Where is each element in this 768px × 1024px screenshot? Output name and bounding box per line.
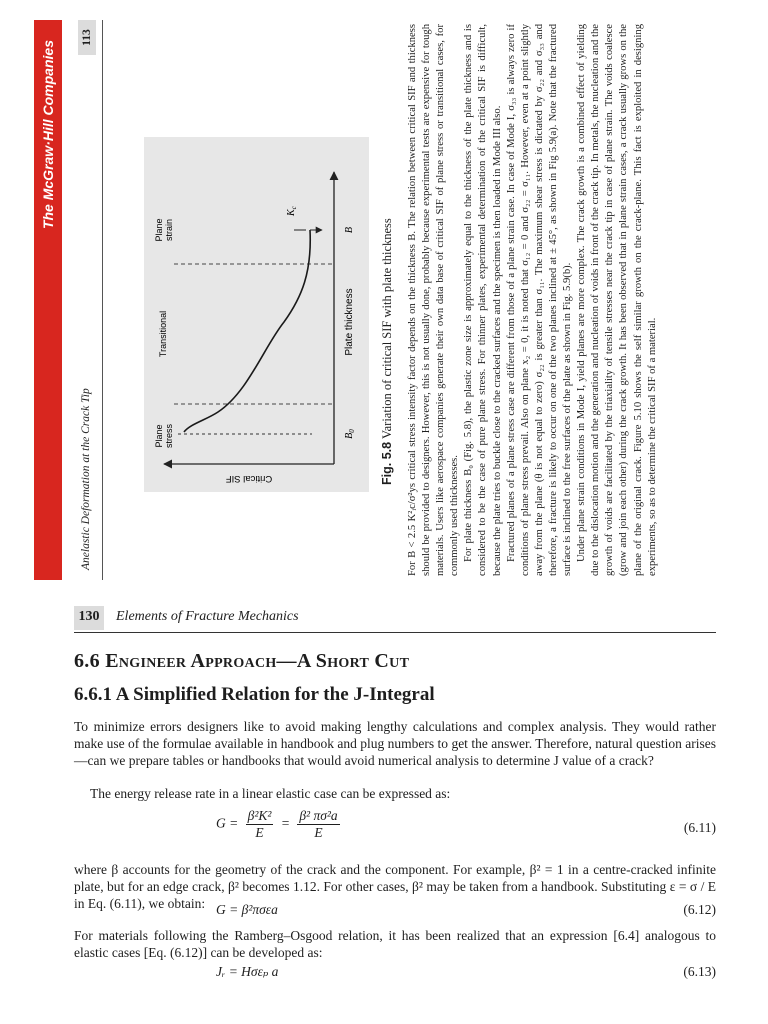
paragraph-beta: where β accounts for the geometry of the crack and the component. For example, β² = 1 in a centre-cracked infinite plate, but for an edge crack, β² becomes 1.12. For other cases, β² may be taken from a handbook. Substituting ε = σ / E in Eq. (6.11), we obtain: [74,862,716,911]
figure-caption [380,25,395,485]
top-running-head: Anelastic Deformation at the Crack Tip [80,388,92,570]
x-axis-label: Plate thickness [344,288,355,356]
sif-thickness-chart [144,137,369,492]
region-transitional: Transitional [158,310,168,358]
running-head: Elements of Fracture Mechanics [116,609,299,624]
eq11-frac1-numerator: β²K² [247,808,272,823]
sif-curve [184,230,310,432]
equation-6-13-number: (6.13) [683,964,716,979]
equation-6-11 [74,808,716,848]
eq11-frac1-denominator: E [255,825,264,840]
figure-caption-label: Fig. 5.8 [380,441,394,485]
equation-6-11-number: (6.11) [683,820,716,835]
equation-6-12-number: (6.12) [683,902,716,917]
top-header-rule [102,20,103,580]
top-page-number: 113 [78,20,96,55]
region-plane-strain-line1: Plane [154,218,164,242]
publisher-logo: The McGraw·Hill Companies [40,40,56,230]
equation-6-13 [74,964,716,988]
paragraph-intro: To minimize errors designers like to avoid making lengthy calculations and complex analysis. They would rather make use of the formulae available in handbook and plug numbers to get the answer. Therefore, natural question arises—can we prepare tables or handbooks that would avoid numerical analysis to determine J value of a crack? [74,719,716,768]
paragraph-ramberg-osgood: For materials following the Ramberg–Osgood relation, it has been realized that an expression [6.4] analogous to elastic cases [Eq. (6.12)] can be developed as: [74,928,716,960]
region-plane-stress-line2: stress [164,423,174,449]
rotated-paragraph: For B < 2.5 K²ᵢc/σ²ys critical stress intensity factor depends on the thickness B. The relation between critical SIF and thickness should be provided to designers. However, this is not usually done, probably because experimental tests are expensive for tough materials. Users like aerospace companies generate their own data base of critical SIF of plane stress or transitional cases, for commonly used thicknesses. [407,24,461,576]
b0-label: $B_0$ [344,429,356,439]
rotated-paragraph: Fractured planes of a plane stress case are different from those of a plane strain case. In case of Mode I, σ₃₃ is always zero if conditions of plane stress prevail. Also on plane x₂ = 0, it is noted that σ₁₂ = 0 and σ₂₂ = σ₁₁. However, even at a point slightly away from the plane (θ is not equal to zero) σ₂₂ is greater than σ₁₁. The maximum shear stress is dictated by σ₂₂ and σ₃₃ and therefore, a fracture is likely to occur on one of the two planes inclined at ± 45°, as shown in Fig 5.9(a). Note that the fractured surface is inclined to the free surfaces of the plate as shown in Fig. 5.9(b). [505,24,574,576]
equation-6-11-body [216,808,344,841]
eq11-lhs: G = [216,815,239,831]
rotated-paragraph: Under plane strain conditions in Mode I, yield planes are more complex. The crack growth is a combined effect of yielding due to the dislocation motion and the generation and nucleation of voids in front of the crack tip. In metals, the nucleation and the growth of voids are facilitated by the triaxiality of tensile stresses near the crack tip in case of plane strain. The voids coalesce (grow and join each other) during the crack growth. It has been observed that in plane strain cases, a crack usually grows on the plane of the original crack. Figure 5.10 shows the self similar growth on the crack-plane. This fact is exploited in designing experiments, so as to determine the critical SIF of a material. [576,24,658,576]
figure-caption-text: Variation of critical SIF with plate thickness [380,218,394,440]
equation-6-12 [74,902,716,924]
header-rule [74,632,716,633]
rotated-body-text [406,24,724,576]
rotated-page-content [34,20,734,580]
b-label: B [344,226,355,234]
region-plane-strain-line2: strain [164,218,174,242]
eq11-fraction-1 [246,808,274,841]
y-axis-label: Critical SIF [225,473,273,484]
section-heading: 6.6 Engineer Approach—A Short Cut [74,650,410,672]
paragraph-energy-release: The energy release rate in a linear elastic case can be expressed as: [90,786,451,801]
region-plane-stress-line1: Plane [154,424,164,448]
eq11-fraction-2 [297,808,339,841]
kc-label: $K_c$ [286,206,298,216]
top-running-header [78,20,98,580]
figure-5-8 [144,137,369,492]
rotated-paragraph: For plate thickness B₀ (Fig. 5.8), the plastic zone size is approximately equal to the thickness of the plate thickness and is considered to be the case of pure plane stress. For thinner plates, experimental determination of the critical SIF is difficult, because the plate tries to buckle close to the cracked surfaces and the specimen is then loaded in Mode III also. [463,24,503,576]
equation-6-13-body: Jᵣ = Hσεₚ a [216,964,279,979]
eq11-frac2-denominator: E [314,825,323,840]
subsection-heading: 6.6.1 A Simplified Relation for the J-Integral [74,684,435,705]
bottom-page [0,600,768,1024]
page-number: 130 [78,609,100,624]
eq11-equals: = [280,815,290,831]
equation-6-12-body: G = β²πσεa [216,902,278,917]
eq11-frac2-numerator: β² πσ²a [299,808,338,823]
